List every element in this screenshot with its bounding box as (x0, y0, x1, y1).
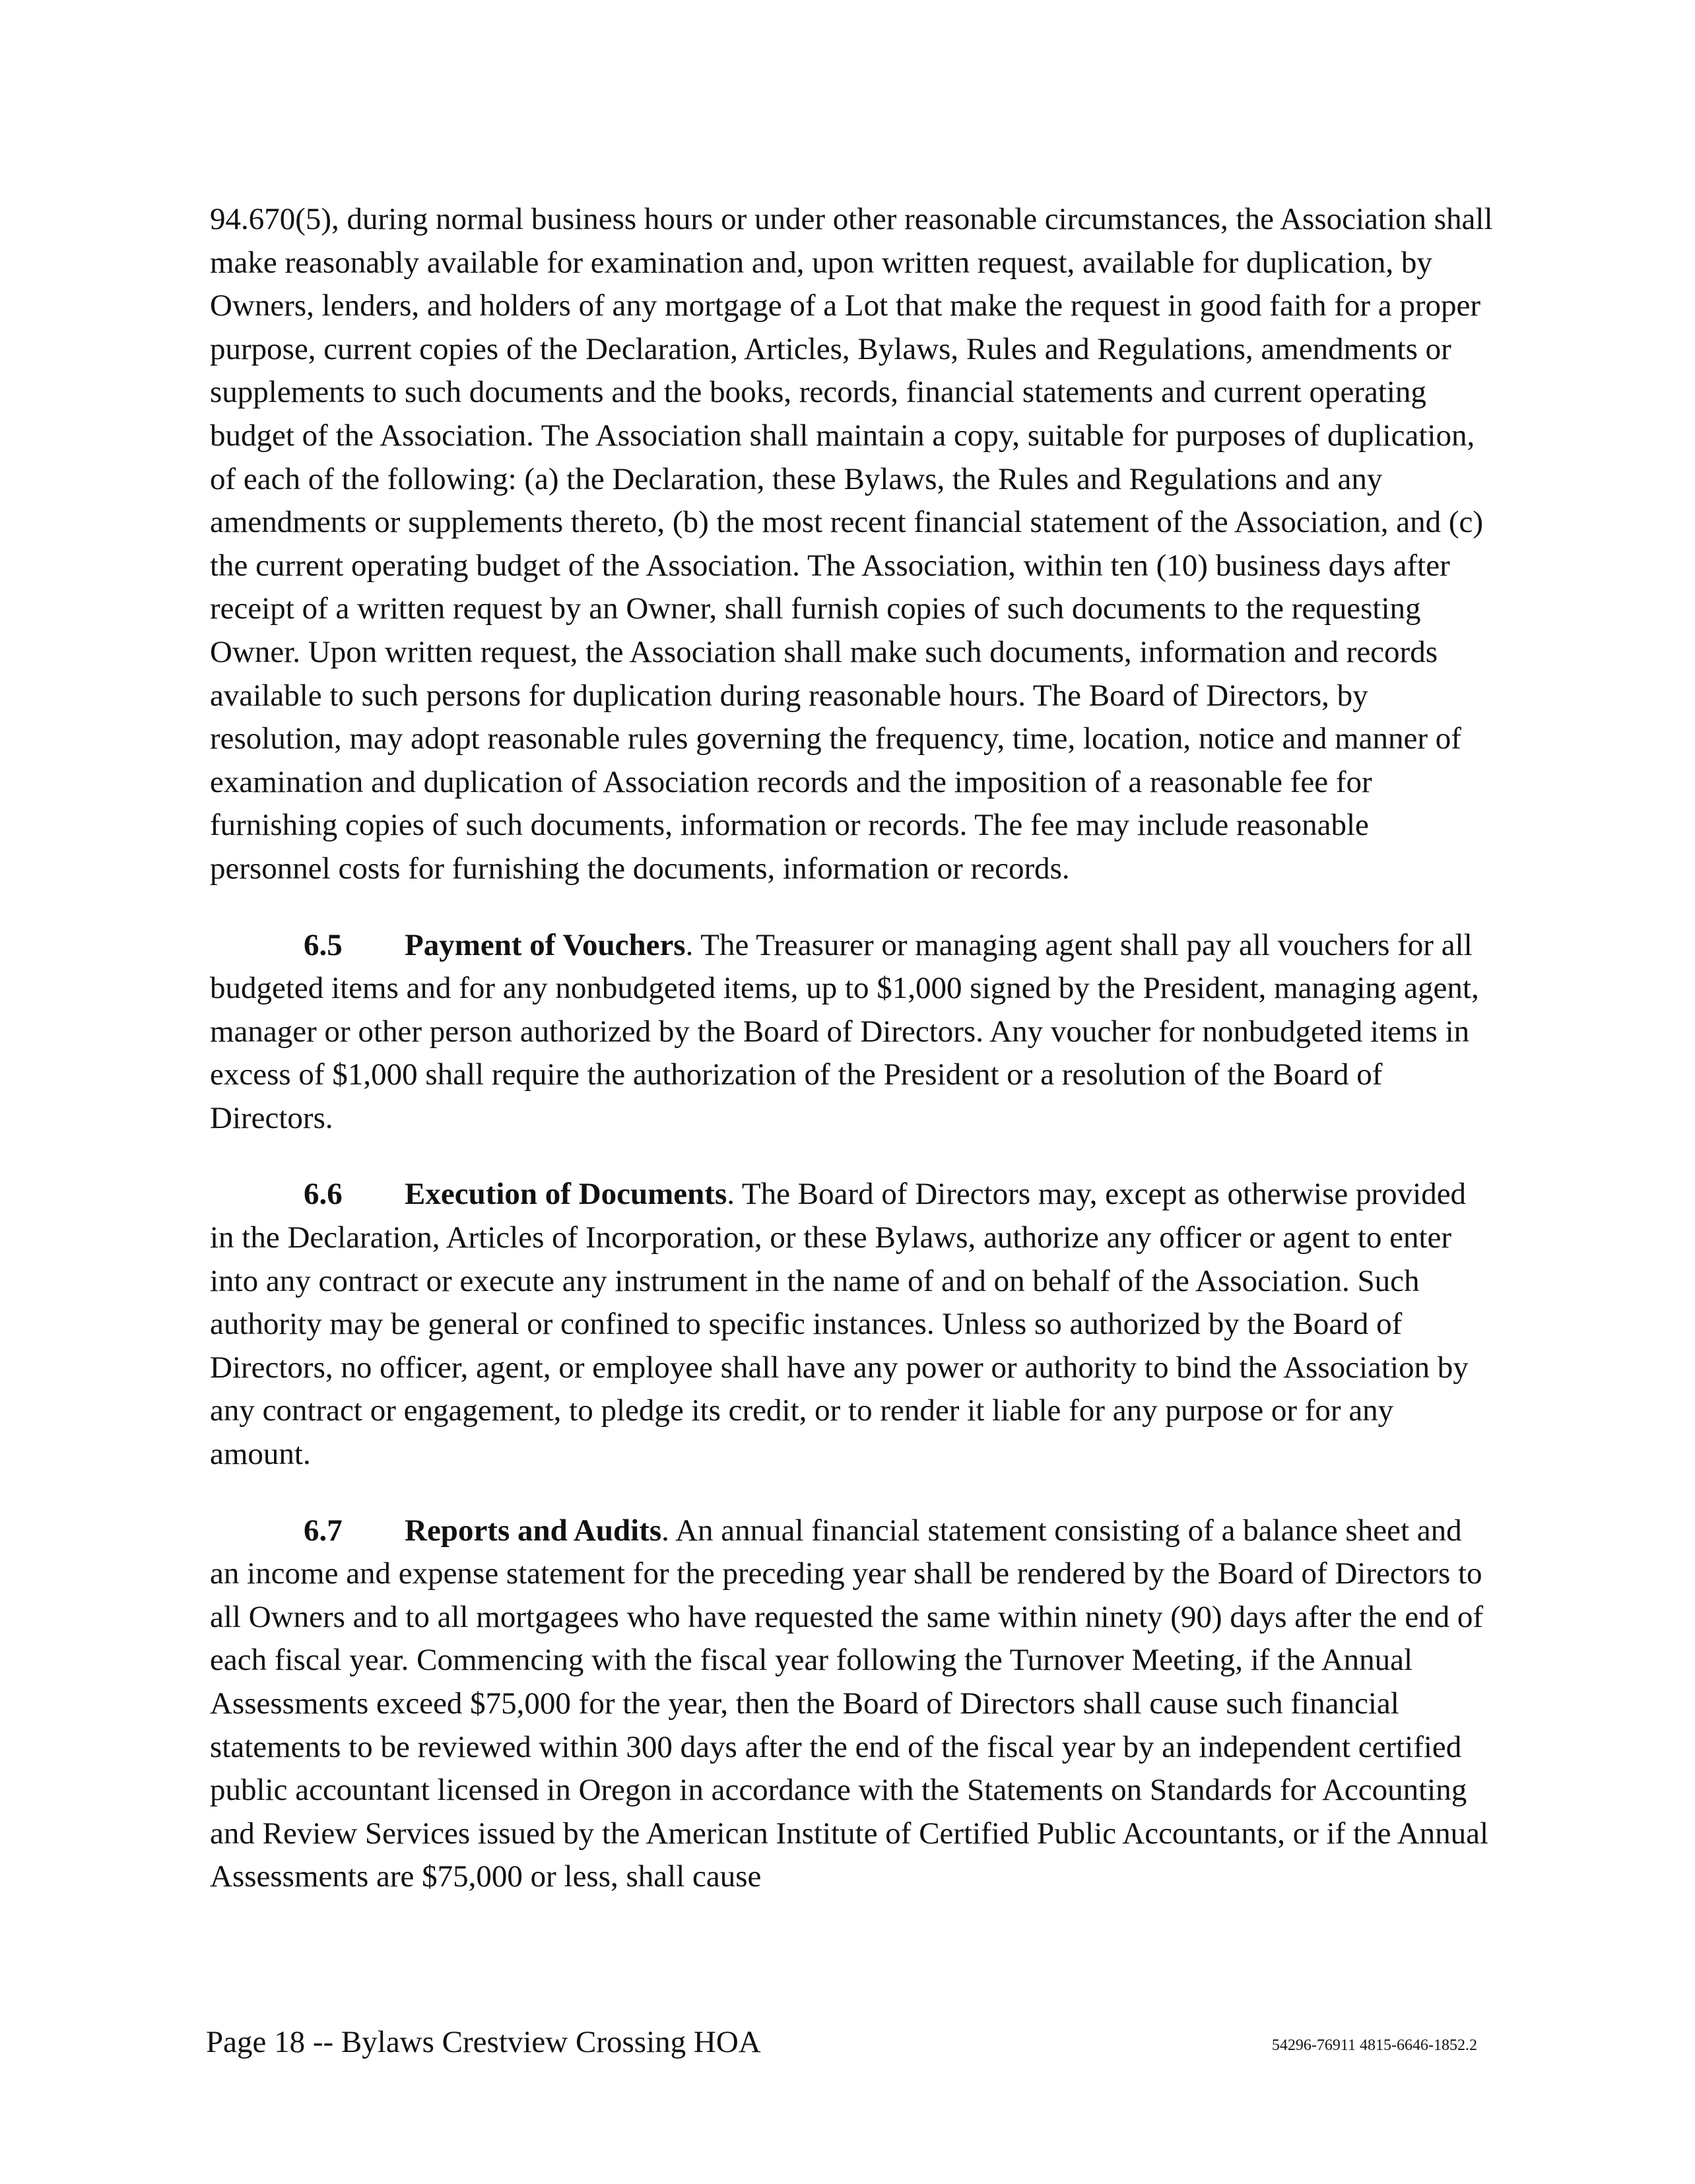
section-text: . An annual financial statement consisting of a balance sheet and an income and expense statement for the preceding year shall be rendered by the Board of Directors to all Owners and to all mortgagees who have requested the same within ninety (90) days after the end of each fiscal year. Commencing with the fiscal year following the Turnover Meeting, if the Annual Assessments exceed $75,000 for the year, then the Board of Directors shall cause such financial statements to be reviewed within 300 days after the end of the fiscal year by an independent certified public accountant licensed in Oregon in accordance with the Statements on Standards for Accounting and Review Services issued by the American Institute of Certified Public Accountants, or if the Annual Assessments are $75,000 or less, shall cause (210, 1513, 1489, 1894)
section-text: . The Treasurer or managing agent shall pay all vouchers for all budgeted items and for any nonbudgeted items, up to $1,000 signed by the President, managing agent, manager or other person authorized by the Board of Directors. Any voucher for nonbudgeted items in excess of $1,000 shall require the authorization of the President or a resolution of the Board of Directors. (210, 927, 1479, 1135)
section-6-7 (210, 1509, 1497, 1899)
section-number: 6.6 (304, 1177, 343, 1212)
section-title: Payment of Vouchers (405, 927, 686, 962)
section-number: 6.7 (304, 1513, 343, 1548)
section-title: Reports and Audits (405, 1513, 662, 1548)
section-6-5 (210, 924, 1497, 1141)
paragraph-continuation (210, 198, 1497, 891)
section-text: . The Board of Directors may, except as otherwise provided in the Declaration, Articles of Incorporation, or these Bylaws, authorize any officer or agent to enter into any contract or execute any instrument in the name of and on behalf of the Association. Such authority may be general or confined to specific instances. Unless so authorized by the Board of Directors, no officer, agent, or employee shall have any power or authority to bind the Association by any contract or engagement, to pledge its credit, or to render it liable for any purpose or for any amount. (210, 1177, 1469, 1472)
document-page (210, 198, 1497, 1899)
footer-doc-id: 54296-76911 4815-6646-1852.2 (1271, 2037, 1477, 2054)
footer-page-label: Page 18 -- Bylaws Crestview Crossing HOA (206, 2025, 761, 2059)
section-title: Execution of Documents (405, 1177, 727, 1212)
section-number: 6.5 (304, 927, 343, 962)
section-6-6 (210, 1173, 1497, 1476)
paragraph-text: 94.670(5), during normal business hours or under other reasonable circumstances, the Association shall make reasonably available for examination and, upon written request, available for duplication, by Owners, lenders, and holders of any mortgage of a Lot that make the request in good faith for a proper purpose, current copies of the Declaration, Articles, Bylaws, Rules and Regulations, amendments or supplements to such documents and the books, records, financial statements and current operating budget of the Association. The Association shall maintain a copy, suitable for purposes of duplication, of each of the following: (a) the Declaration, these Bylaws, the Rules and Regulations and any amendments or supplements thereto, (b) the most recent financial statement of the Association, and (c) the current operating budget of the Association. The Association, within ten (10) business days after receipt of a written request by an Owner, shall furnish copies of such documents to the requesting Owner. Upon written request, the Association shall make such documents, information and records available to such persons for duplication during reasonable hours. The Board of Directors, by resolution, may adopt reasonable rules governing the frequency, time, location, notice and manner of examination and duplication of Association records and the imposition of a reasonable fee for furnishing copies of such documents, information or records. The fee may include reasonable personnel costs for furnishing the documents, information or records. (210, 202, 1493, 886)
